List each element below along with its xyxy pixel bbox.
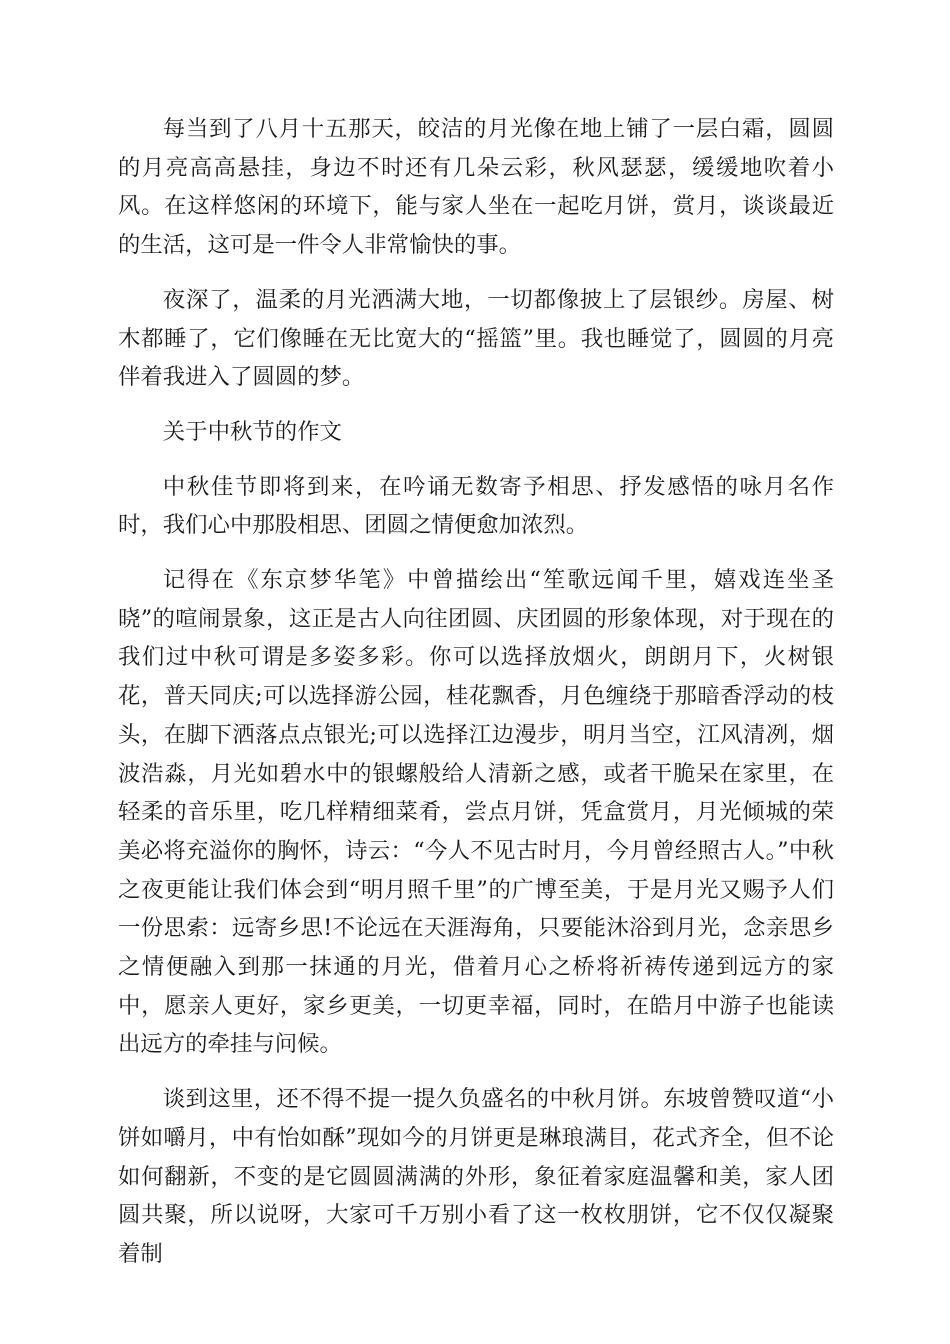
- section-heading: 关于中秋节的作文: [162, 418, 342, 445]
- paragraph-4: 记得在《东京梦华笔》中曾描绘出“笙歌远闻千里，嬉戏连坐圣晓”的喧闹景象，这正是古人向往团圆、庆团圆的形象体现，对于现在的我们过中秋可谓是多姿多彩。你可以选择放烟火，朗朗月下，火树银花，普天同庆;可以选择游公园，桂花飘香，月色缠绕于那暗香浮动的枝头，在脚下洒落点点银光;可以选择江边漫步，明月当空，江风清冽，烟波浩淼，月光如碧水中的银螺般给人清新之感，或者干脆呆在家里，在轻柔的音乐里，吃几样精细菜肴，尝点月饼，凭盒赏月，月光倾城的荣美必将充溢你的胸怀，诗云：“今人不见古时月，今月曾经照古人。”中秋之夜更能让我们体会到“明月照千里”的广博至美，于是月光又赐予人们一份思索：远寄乡思!不论远在天涯海角，只要能沐浴到月光，念亲思乡之情便融入到那一抹通的月光，借着月心之桥将祈祷传递到远方的家中，愿亲人更好，家乡更美，一切更幸福，同时，在皓月中游子也能读出远方的牵挂与问候。: [118, 567, 834, 1058]
- document-body: [118, 110, 834, 1290]
- paragraph-3: 中秋佳节即将到来，在吟诵无数寄予相思、抒发感悟的咏月名作时，我们心中那股相思、团圆之情便愈加浓烈。: [118, 473, 834, 539]
- paragraph-1: 每当到了八月十五那天，皎洁的月光像在地上铺了一层白霜，圆圆的月亮高高悬挂，身边不时还有几朵云彩，秋风瑟瑟，缓缓地吹着小风。在这样悠闲的环境下，能与家人坐在一起吃月饼，赏月，谈谈最近的生活，这可是一件令人非常愉快的事。: [118, 116, 834, 259]
- paragraph-2: 夜深了，温柔的月光洒满大地，一切都像披上了层银纱。房屋、树木都睡了，它们像睡在无比宽大的“摇篮”里。我也睡觉了，圆圆的月亮伴着我进入了圆圆的梦。: [118, 286, 834, 391]
- paragraph-5: 谈到这里，还不得不提一提久负盛名的中秋月饼。东坡曾赞叹道“小饼如嚼月，中有怡如酥”现如今的月饼更是琳琅满目，花式齐全，但不论如何翻新，不变的是它圆圆满满的外形，象征着家庭温馨和美，家人团圆共聚，所以说呀，大家可千万别小看了这一枚枚朋饼，它不仅仅凝聚着制: [118, 1086, 834, 1267]
